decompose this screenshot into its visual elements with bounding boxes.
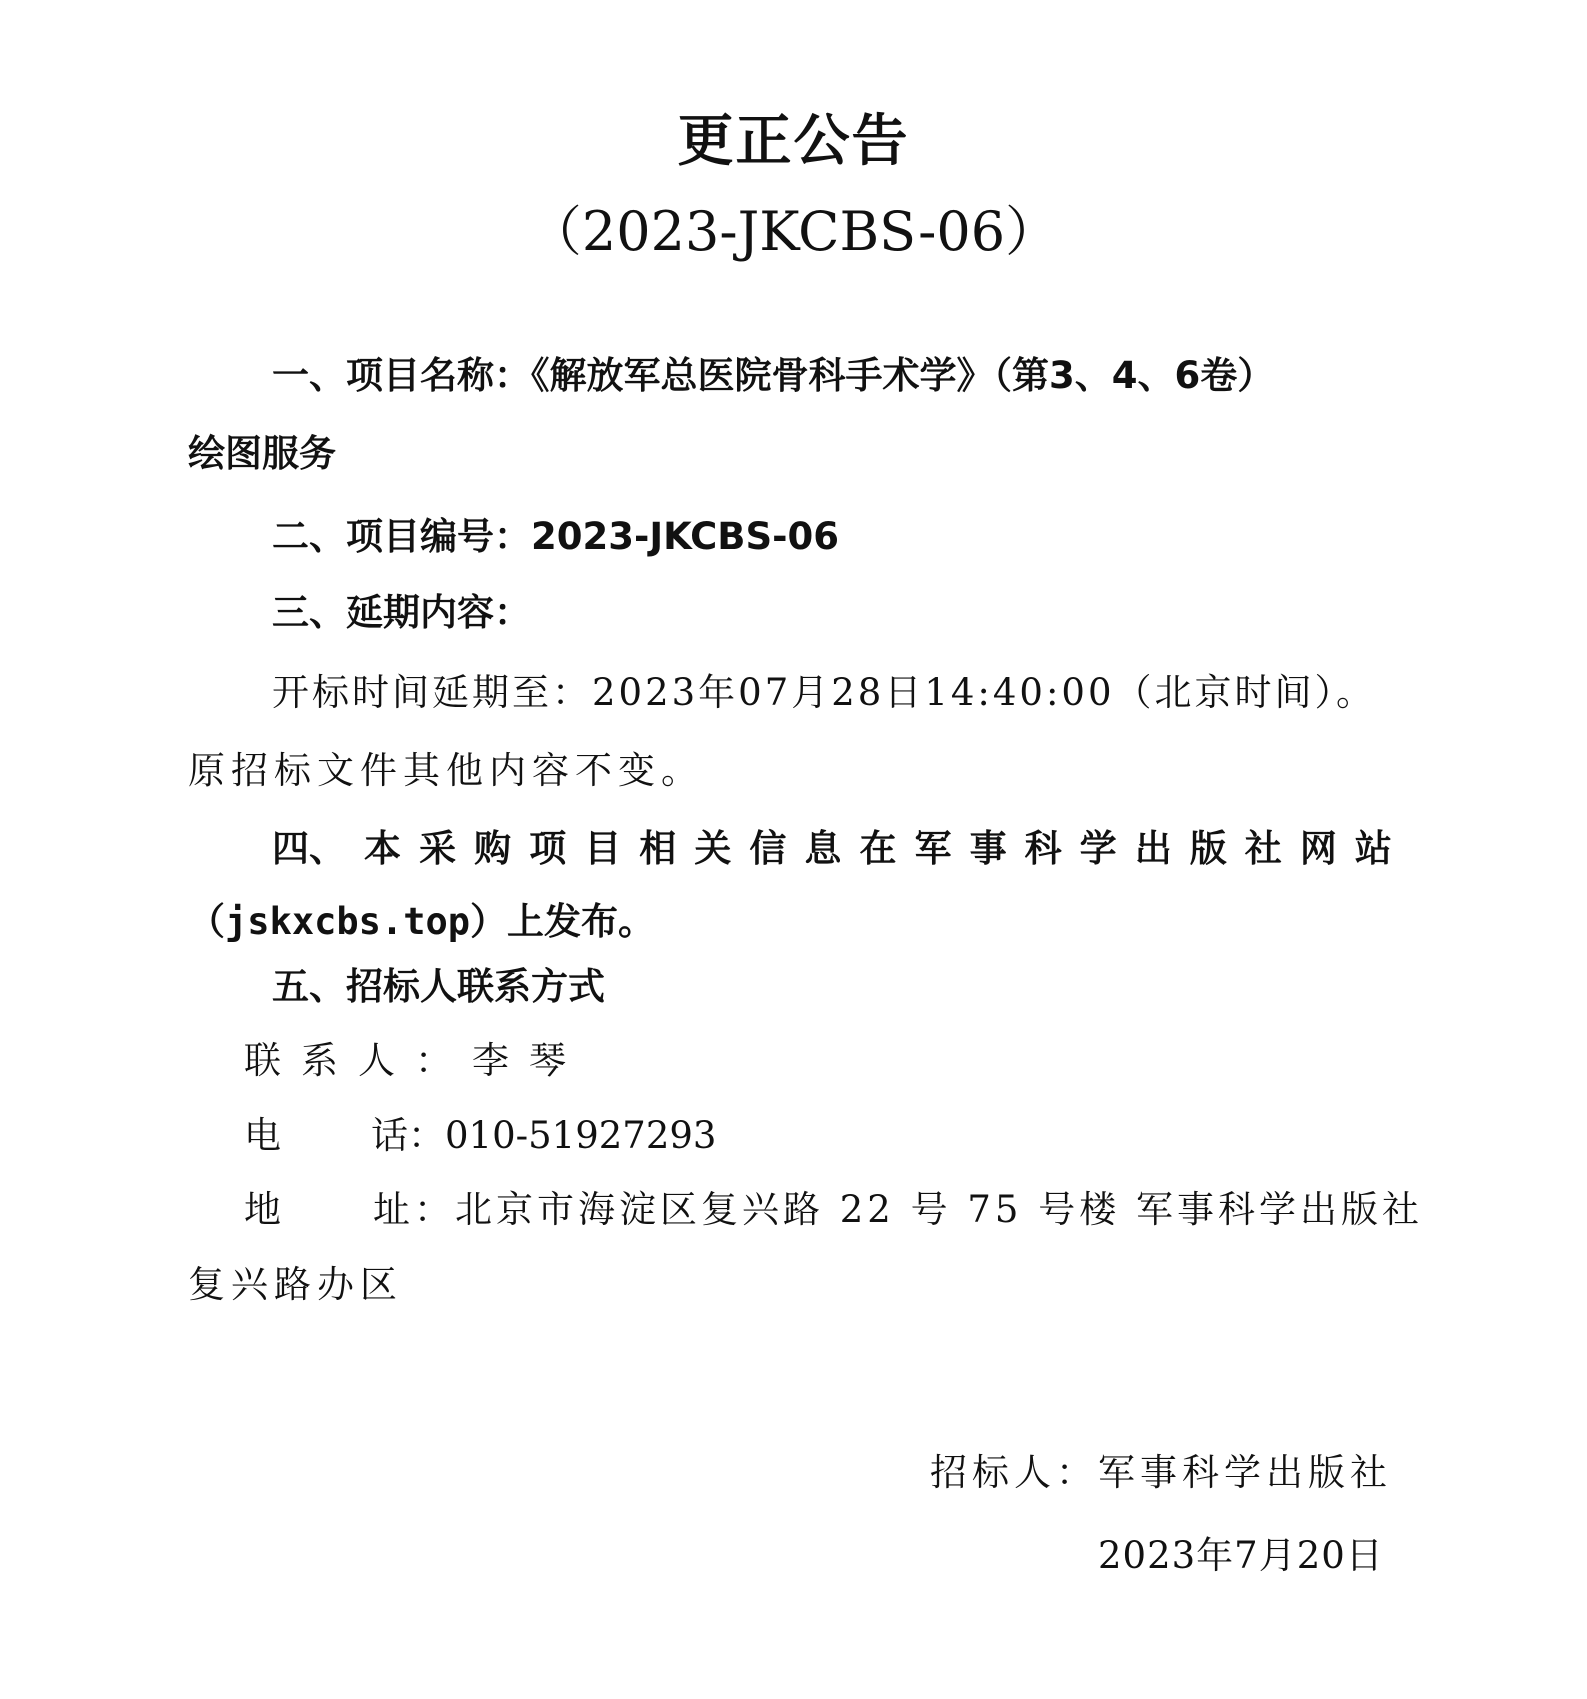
s4-word: 目	[584, 827, 622, 870]
s4-word: 在	[859, 827, 897, 870]
s4-word: 项	[529, 827, 567, 870]
section-contact-heading: 五、招标人联系方式	[272, 965, 605, 1008]
s4-word: 相	[639, 827, 677, 870]
s4-word: 站	[1354, 827, 1392, 870]
contact-address-label-a: 地	[244, 1188, 285, 1231]
contact-phone-row	[244, 1114, 717, 1157]
contact-person-row	[244, 1039, 586, 1082]
section-project-name: 一、项目名称：《解放军总医院骨科手术学》（第3、4、6卷）	[272, 354, 1275, 397]
issuer-signature: 招标人：军事科学出版社	[930, 1451, 1392, 1494]
section-project-number: 二、项目编号：2023-JKCBS-06	[272, 515, 839, 558]
extension-content-cont: 原招标文件其他内容不变。	[188, 749, 704, 792]
issue-date: 2023年7月20日	[1098, 1534, 1384, 1577]
s4-word: 网	[1299, 827, 1337, 870]
s4-word: 购	[474, 827, 512, 870]
section-project-name-cont: 绘图服务	[188, 432, 336, 475]
section-info-publication-cont: （jskxcbs.top）上发布。	[188, 900, 656, 943]
contact-phone-label-b: 话：	[371, 1114, 445, 1157]
contact-address-cont: 复兴路办区	[188, 1263, 403, 1306]
contact-person-value: 李琴	[472, 1039, 586, 1082]
s4-word: 军	[914, 827, 952, 870]
s4-word: 社	[1244, 827, 1282, 870]
s4-word: 出	[1134, 827, 1172, 870]
page-title: 更正公告	[677, 108, 910, 174]
contact-phone-value: 010-51927293	[445, 1114, 717, 1157]
s4-word: 信	[749, 827, 787, 870]
announcement-code: （2023-JKCBS-06）	[527, 200, 1060, 263]
contact-phone-label-a: 电	[244, 1114, 281, 1157]
s4-word: 事	[969, 827, 1007, 870]
section-extension-heading: 三、延期内容：	[272, 591, 531, 634]
s4-word: 关	[694, 827, 732, 870]
s4-word: 采	[419, 827, 457, 870]
s4-word: 息	[804, 827, 842, 870]
s4-word: 本	[364, 827, 402, 870]
contact-address-value: 北京市海淀区复兴路 22 号 75 号楼 军事科学出版社	[455, 1188, 1423, 1231]
contact-person-label: 联系人：	[244, 1039, 472, 1082]
s4-word: 四、	[272, 827, 346, 870]
extension-content: 开标时间延期至：2023年07月28日14:40:00（北京时间）。	[272, 671, 1376, 714]
contact-address-label-b: 址：	[373, 1188, 455, 1231]
section-info-publication	[272, 827, 1392, 870]
contact-address-row	[244, 1188, 1423, 1231]
s4-word: 版	[1189, 827, 1227, 870]
s4-word: 科	[1024, 827, 1062, 870]
s4-word: 学	[1079, 827, 1117, 870]
